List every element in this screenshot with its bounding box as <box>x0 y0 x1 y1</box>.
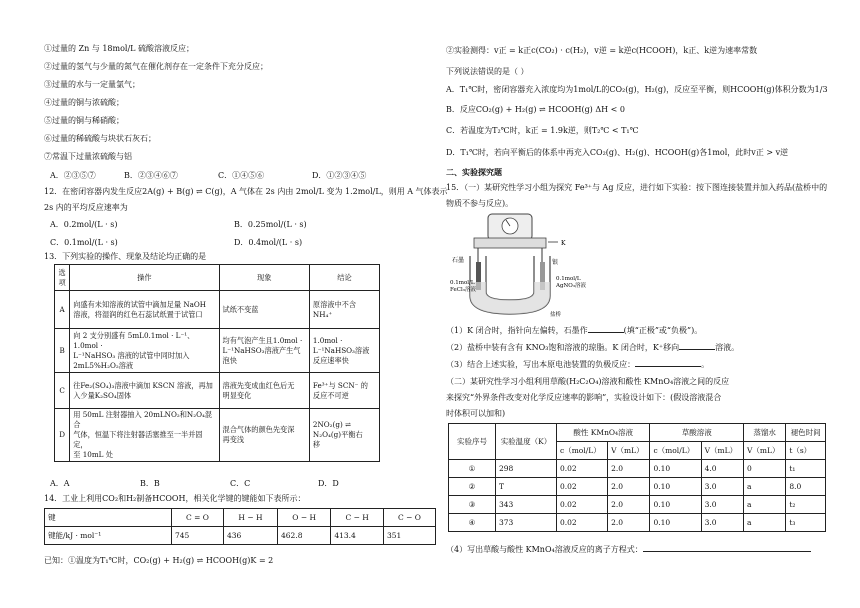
q14-rate-laws: ②实验测得：v正 = k正c(CO₂) · c(H₂)，v逆 = k逆c(HCOOH)，k正、k逆为速率常数 <box>446 46 758 55</box>
experiment-table <box>448 423 826 532</box>
sub-header: c（mol/L） <box>557 442 608 460</box>
col-header: 实验序号 <box>449 424 496 460</box>
list-item: ⑥过量的稀硫酸与块状石灰石； <box>44 134 156 143</box>
col-header: C − H <box>331 509 384 527</box>
col-header: O − H <box>278 509 331 527</box>
table-row: A 向盛有未知溶液的试管中滴加足量 NaOH 溶液，将湿润的红色石蕊试纸置于试管口 试纸不变蓝 原溶液中不含 NH₄⁺ <box>55 291 380 329</box>
col-header: 草酸溶液 <box>650 424 743 442</box>
list-item: ③过量的水与一定量氯气； <box>44 80 140 89</box>
q13-option-d: D．D <box>318 479 339 488</box>
q14-option-a: A．T₁℃时，密闭容器充入浓度均为1mol/L的CO₂(g)，H₂(g)，反应至平衡，则HCOOH(g)体积分数为1/3 <box>446 85 828 94</box>
switch-label: K <box>561 240 566 247</box>
col-header: 实验温度（K） <box>496 424 557 460</box>
table-row: ③ 343 0.02 2.0 0.10 3.0 a t₂ <box>449 496 826 514</box>
q12-stem: 12．在密闭容器内发生反应2A(g) + B(g) ⇌ C(g)，A 气体在 2s 内由 2mol/L 变为 1.2mol/L，则用 A 气体表示 <box>44 187 448 196</box>
col-header: 结论 <box>309 265 379 291</box>
q15-sub-1: （1）K 闭合时，指针向左偏转，石墨作 (填“正极”或“负极”)。 <box>446 326 703 335</box>
col-header: 现象 <box>219 265 309 291</box>
q12-option-d: D．0.4mol/(L · s) <box>234 238 303 247</box>
q11-option-c: C．①④⑤⑥ <box>218 171 265 180</box>
q15-sub-4: （4）写出草酸与酸性 KMnO₄溶液反应的离子方程式： <box>446 545 811 555</box>
q13-option-a: A．A <box>50 479 70 488</box>
part2-intro: 时体积可以加和) <box>446 409 506 418</box>
q14-prompt: 下列说法错误的是（ ） <box>446 67 529 76</box>
part2-intro: 来探究“外界条件改变对化学反应速率的影响”，实验设计如下：(假设溶液混合 <box>446 393 722 402</box>
list-item: ④过量的铜与浓硫酸； <box>44 98 124 107</box>
q14-given: 已知：①温度为T₁℃时，CO₂(g) + H₂(g) ⇌ HCOOH(g)K = 2 <box>44 556 274 565</box>
section-title: 二、实验探究题 <box>446 167 502 177</box>
table-row: 键能/kJ · mol⁻¹ 745 436 462.8 413.4 351 <box>45 527 436 545</box>
sub-header: c（mol/L） <box>650 442 701 460</box>
graphite-label: 石墨 <box>452 257 465 264</box>
right-solution-label: 0.1mol/L <box>556 276 581 282</box>
wire <box>478 248 542 264</box>
sub-header: V（mL） <box>743 442 785 460</box>
q11-option-d: D．①②③④⑤ <box>312 171 367 180</box>
col-header: 酸性 KMnO₄溶液 <box>557 424 650 442</box>
col-header: 褪色时间 <box>786 424 826 442</box>
q13-stem: 13．下列实验的操作、现象及结论均正确的是 <box>44 252 207 261</box>
instrument-base <box>474 238 546 248</box>
q11-option-b: B．②③④⑥⑦ <box>124 171 178 180</box>
col-header: 蒸馏水 <box>743 424 785 442</box>
table-row: ① 298 0.02 2.0 0.10 4.0 0 t₁ <box>449 460 826 478</box>
col-header: H − H <box>223 509 277 527</box>
q13-table <box>54 264 380 462</box>
q12-option-a: A．0.2mol/(L · s) <box>50 220 118 229</box>
q13-option-c: C．C <box>230 479 251 488</box>
col-header: C = O <box>172 509 224 527</box>
table-row: ④ 373 0.02 2.0 0.10 3.0 a t₃ <box>449 514 826 532</box>
table-row: C 往Fe₂(SO₄)₃溶液中滴加 KSCN 溶液，再加 入少量K₂SO₄固体 溶液先变成血红色后无 明显变化 Fe³⁺与 SCN⁻ 的 反应不可逆 <box>55 373 380 409</box>
q15-sub-2: （2）盐桥中装有含有 KNO₃饱和溶液的琼脂。K 闭合时，K⁺移向 溶液。 <box>446 343 740 352</box>
q14-option-d: D．T₁℃时，若向平衡后的体系中再充入CO₂(g)、H₂(g)、HCOOH(g)各1mol，此时v正 > v逆 <box>446 148 789 157</box>
salt-bridge-fill <box>470 282 550 314</box>
q14-stem: 14．工业上利用CO₂和H₂制备HCOOH，相关化学键的键能如下表所示： <box>44 494 306 503</box>
sub-header: t（s） <box>786 442 826 460</box>
list-item: ②过量的氢气与少量的氮气在催化剂存在一定条件下充分反应； <box>44 62 268 71</box>
part2-intro: （二）某研究性学习小组利用草酸(H₂C₂O₄)溶液和酸性 KMnO₄溶液之间的反应 <box>446 377 730 386</box>
q13-option-b: B．B <box>140 479 160 488</box>
list-item: ⑤过量的铜与稀硝酸； <box>44 116 124 125</box>
sub-header: V（mL） <box>701 442 743 460</box>
q12-option-b: B．0.25mol/(L · s) <box>234 220 307 229</box>
col-header: 键 <box>45 509 172 527</box>
table-row: ② T 0.02 2.0 0.10 3.0 a 8.0 <box>449 478 826 496</box>
bond-energy-table <box>44 508 436 545</box>
q14-option-b: B．反应CO₂(g) + H₂(g) ⇌ HCOOH(g) ΔH < 0 <box>446 105 625 114</box>
q15-stem-cont: 物质不参与反应)。 <box>446 199 514 208</box>
q12-option-c: C．0.1mol/(L · s) <box>50 238 118 247</box>
table-row: D 用 50mL 注射器抽入 20mLNO₂和N₂O₄混合 气体，恒温下将注射器活塞推至一半并固定， 至 10mL 处 混合气体的颜色先变深 再变浅 2NO₂(g) ⇌ N₂O₄(g)平衡右 移 <box>55 409 380 462</box>
galvanic-cell-diagram <box>448 212 608 320</box>
list-item: ⑦常温下过量浓硫酸与铝 <box>44 152 132 161</box>
q15-stem: 15．（一）某研究性学习小组为探究 Fe³⁺与 Ag 反应，进行如下实验：按下图连接装置并加入药品(盐桥中的 <box>446 183 828 192</box>
col-header: 选项 <box>55 265 70 291</box>
left-solution-label: 0.1mol/L <box>450 280 475 286</box>
silver-label: 银 <box>552 259 559 266</box>
right-solution-label: AgNO₃溶液 <box>556 283 587 289</box>
u-tube-inner <box>486 256 534 300</box>
left-solution-label: FeCl₃溶液 <box>450 287 476 293</box>
q12-stem-cont: 2s 内的平均反应速率为 <box>44 203 128 212</box>
col-header: C − O <box>383 509 435 527</box>
col-header: 操作 <box>70 265 219 291</box>
q14-option-c: C．若温度为T₂℃时，k正 = 1.9k逆，则T₂℃ < T₁℃ <box>446 126 639 135</box>
table-row: B 向 2 支分别盛有 5mL0.1mol · L⁻¹、1.0mol · L⁻¹NaHSO₃ 溶液的试管中同时加入 2mL5%H₂O₂溶液 均有气泡产生且1.0mol · L⁻¹NaHSO₃溶液产生气 泡快 1.0mol · L⁻¹NaHSO₃溶液 反应速率快 <box>55 329 380 373</box>
q15-sub-3: （3）结合上述实验，写出本原电池装置的负极反应： 。 <box>446 360 710 369</box>
list-item: ①过量的 Zn 与 18mol/L 硫酸溶液反应； <box>44 44 195 53</box>
q11-option-a: A．②③⑤⑦ <box>50 171 96 180</box>
sub-header: V（mL） <box>608 442 650 460</box>
salt-bridge-label: 盐桥 <box>550 312 562 318</box>
